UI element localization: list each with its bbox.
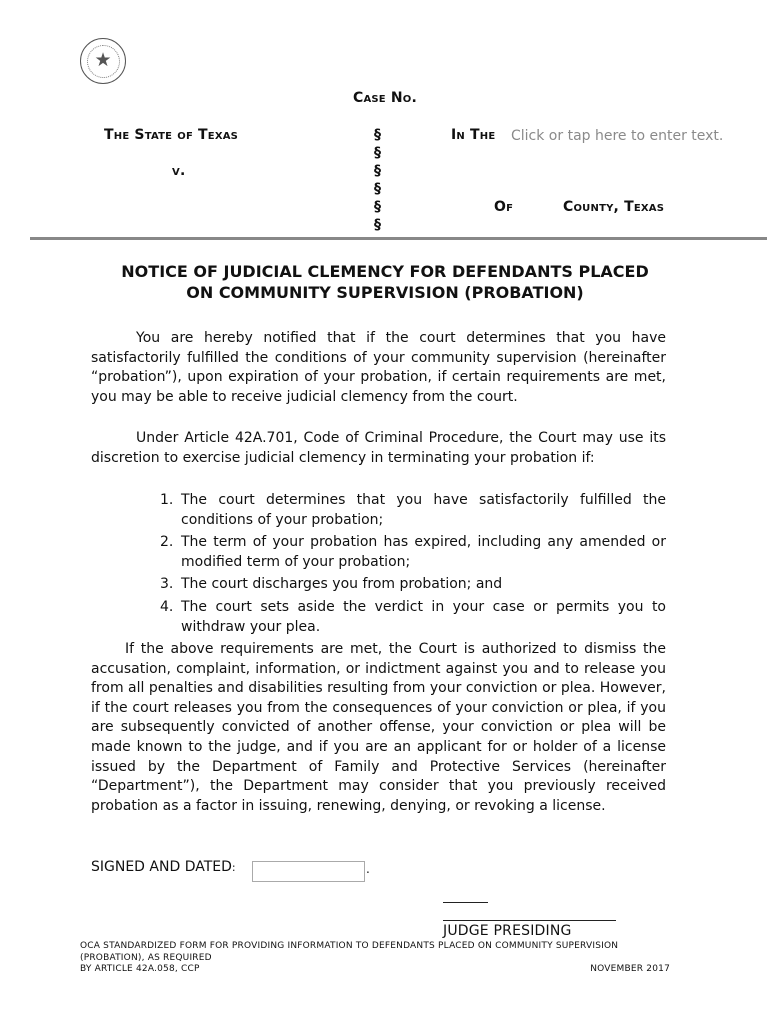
section-symbol: § (374, 163, 381, 179)
in-the-label: In The (451, 127, 496, 143)
list-text: The court sets aside the verdict in your case or permits you to withdraw your plea. (181, 598, 666, 635)
list-item (160, 491, 666, 530)
list-item (160, 575, 666, 595)
paragraph-article: Under Article 42A.701, Code of Criminal Procedure, the Court may use its discretion to exercise judicial clemency in terminating your probation if: (91, 430, 666, 466)
state-of-texas-label: The State of Texas (104, 127, 239, 143)
signed-period: . (366, 862, 370, 876)
texas-seal-logo (80, 38, 126, 84)
footer-date: NOVEMBER 2017 (590, 964, 670, 974)
signature-short-line (443, 902, 488, 903)
list-text: The court determines that you have satisfactorily fulfilled the conditions of your probation; (181, 492, 666, 528)
star-icon: ★ (94, 49, 112, 71)
signed-and-dated-label: SIGNED AND DATED: (91, 859, 236, 875)
list-number: 3. (160, 576, 174, 593)
footer-line-2: (PROBATION), AS REQUIRED (80, 952, 212, 963)
section-symbol: § (374, 127, 381, 143)
paragraph-notification: You are hereby notified that if the court determines that you have satisfactorily fulfilled the conditions of your community supervision (hereinafter “probation”), upon expiration of your probation, if certain requirements are met, you may be able to receive judicial clemency from the court. (91, 330, 666, 405)
judge-presiding-label: JUDGE PRESIDING (443, 923, 572, 939)
footer-line-3: BY ARTICLE 42A.058, CCP (80, 964, 200, 974)
versus-label: v. (172, 163, 186, 179)
section-symbol: § (374, 145, 381, 161)
section-symbol: § (374, 181, 381, 197)
list-number: 1. (160, 492, 174, 508)
judge-signature-line (443, 920, 616, 921)
list-item (160, 533, 666, 572)
footer-line-1: OCA STANDARDIZED FORM FOR PROVIDING INFORMATION TO DEFENDANTS PLACED ON COMMUNITY SUPERVISION (80, 941, 619, 951)
of-label: Of (494, 199, 514, 215)
county-texas-label: County, Texas (563, 199, 665, 215)
list-item (160, 598, 666, 637)
list-text: The court discharges you from probation; and (181, 576, 503, 593)
list-number: 2. (160, 534, 174, 551)
court-name-field[interactable]: Click or tap here to enter text. (511, 128, 724, 144)
list-number: 4. (160, 598, 174, 615)
section-symbol-column (374, 126, 381, 234)
paragraph-consequences: If the above requirements are met, the Court is authorized to dismiss the accusation, complaint, information, or indictment against you and to release you from all penalties and disabilities resulting from your conviction or plea. However, if the court releases you from the consequences of your conviction or plea, if you are subsequently convicted of another offense, your conviction or plea will be made known to the judge, and if you are an applicant for or holder of a license issued by the Department of Family and Protective Services (hereinafter “Department”), the Department may consider that you previously received probation as a factor in issuing, renewing, denying, or revoking a license. (91, 641, 666, 814)
list-text: The term of your probation has expired, including any amended or modified term of your probation; (181, 534, 666, 570)
section-symbol: § (374, 217, 381, 233)
case-number-label: Case No. (352, 90, 418, 106)
title-line-1: NOTICE OF JUDICIAL CLEMENCY FOR DEFENDANTS PLACED (121, 262, 649, 281)
page-title (80, 261, 690, 303)
title-line-2: ON COMMUNITY SUPERVISION (PROBATION) (186, 283, 584, 302)
signed-date-input[interactable] (252, 861, 365, 882)
header-divider (30, 237, 767, 240)
section-symbol: § (374, 199, 381, 215)
form-footer (80, 941, 670, 976)
conditions-list (160, 491, 666, 640)
